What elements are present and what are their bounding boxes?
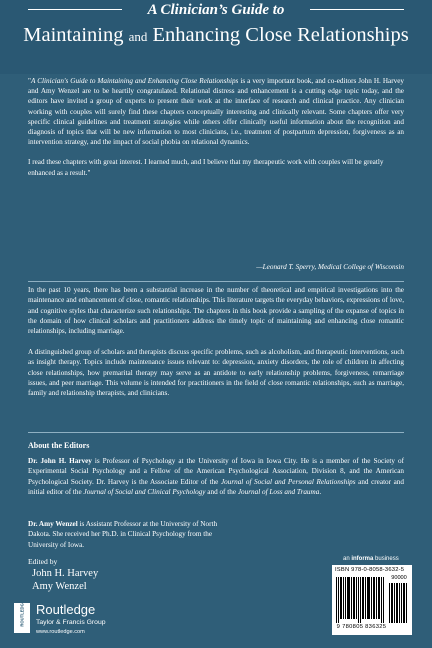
series-title: A Clinician’s Guide to: [147, 2, 285, 18]
price-code: 90000: [391, 575, 407, 581]
routledge-logo-icon: [14, 600, 30, 633]
review-quote-panel: [28, 76, 404, 273]
journal-2: Journal of Social and Clinical Psychology: [83, 487, 206, 496]
informa-bold: informa: [351, 556, 374, 562]
harvey-bio-text-c: and of the: [205, 487, 238, 496]
harvey-bio-text-b: and creator and initial editor of the: [28, 477, 404, 496]
wenzel-bio-text: is Assistant Professor at the University of North Dakota. She received her Ph.D. in Clinical Psychology from the University of Iowa.: [28, 520, 218, 549]
divider-bottom: [28, 432, 404, 433]
ean-number: 9 780805 836325: [336, 624, 387, 630]
barcode: [332, 565, 412, 635]
review-book-title: A Clinician's Guide to Maintaining and Enhancing Close Relationships: [30, 77, 239, 85]
description-paragraph-2: A distinguished group of scholars and therapists discuss specific problems, such as alcoholism, and therapeutic interventions, such as insight therapy. Topics include maintenance issues relevant to: depression, anxiety disorders, the role of children in affecting close relationships, how premarital therapy may serve as an antidote to early relationship problems, forgiveness, remarriage issues, and peer marriage. This volume is intended for practitioners in the field of close romantic relationships, such as marriage, family and relationship therapists, and clinicians.: [28, 348, 404, 398]
harvey-bio-text-d: .: [319, 487, 322, 496]
description-paragraph-1: In the past 10 years, there has been a substantial increase in the number of theoretical and empirical investigations into the maintenance and enhancement of close, romantic relationships. This literature targets the everyday behaviors, expressions of love, and cognitive styles that characterize such relationships. The chapters in this book provide a sampling of the expanse of topics in the domain of how clinical scholars and practitioners address the timely topic of maintaining and enhancing close romantic relationships, including marriage.: [28, 286, 404, 336]
review-quote: [28, 76, 404, 178]
publisher-group: Taylor & Francis Group: [36, 619, 106, 626]
review-paragraph-1: [28, 76, 404, 147]
addon-bars: [389, 583, 409, 623]
isbn-text: ISBN 978-0-8058-3632-5: [335, 567, 405, 573]
wenzel-bio: [28, 519, 228, 550]
series-rule-left: [28, 9, 122, 10]
divider-top: [28, 281, 404, 282]
review-attribution: —Leonard T. Sperry, Medical College of Wisconsin: [256, 263, 404, 271]
journal-3: Journal of Loss and Trauma: [237, 487, 320, 496]
editor-name-2: Amy Wenzel: [32, 581, 87, 592]
informa-prefix: an: [343, 556, 352, 562]
informa-suffix: business: [373, 556, 399, 562]
review-paragraph-2: I read these chapters with great interest. I learned much, and I believe that my therapeutic work with couples will be greatly enhanced as a result.": [28, 158, 384, 177]
title-band: [0, 0, 432, 74]
publisher-url: www.routledge.com: [36, 629, 85, 635]
editor-name-1: John H. Harvey: [32, 568, 99, 579]
title-part2: Enhancing Close Relationships: [152, 24, 409, 46]
book-title: [0, 22, 432, 50]
about-editors-heading: About the Editors: [28, 441, 90, 450]
edited-by-label: Edited by: [28, 557, 58, 566]
title-and: and: [128, 29, 148, 44]
journal-1: Journal of Social and Personal Relationships: [220, 477, 356, 486]
open-quote: ": [28, 77, 31, 85]
series-line: [0, 0, 432, 21]
informa-label: [343, 555, 399, 563]
title-part1: Maintaining: [23, 24, 124, 46]
review-text-1: is a very important book, and co-editors John H. Harvey and Amy Wenzel are to be heartily congratulated. Relational distress and enhancement is a cutting edge topic today, and the editors have invited a group of experts to present their work at the interface of research and clinical practice. Any clinician working with couples will surely find these chapters conceptually interesting and clinically relevant. Some chapters offer very specific clinical guidelines and treatment strategies while others offer clinically useful information about the recognition and diagnosis of topics that will be new information to most clinicians, i.e., treatment of postpartum depression, forgiveness as an intervention strategy, and the impact of social phobia on relational dynamics.: [28, 77, 404, 147]
wenzel-name: Dr. Amy Wenzel: [28, 520, 78, 528]
logo-text: ROUTLEDGE: [19, 600, 25, 627]
series-rule-right: [310, 9, 404, 10]
ean-bars: [336, 577, 386, 623]
harvey-name: Dr. John H. Harvey: [28, 457, 92, 465]
publisher-name: Routledge: [36, 602, 96, 617]
harvey-bio: [28, 456, 404, 497]
harvey-bio-text-a: is Professor of Psychology at the University of Iowa in Iowa City. He is a member of the Society of Experimental Social Psychology and a Fellow of the American Psychological Association, Division 8, and the American Psychological Society. Dr. Harvey is the Associate Editor of the: [28, 457, 404, 486]
